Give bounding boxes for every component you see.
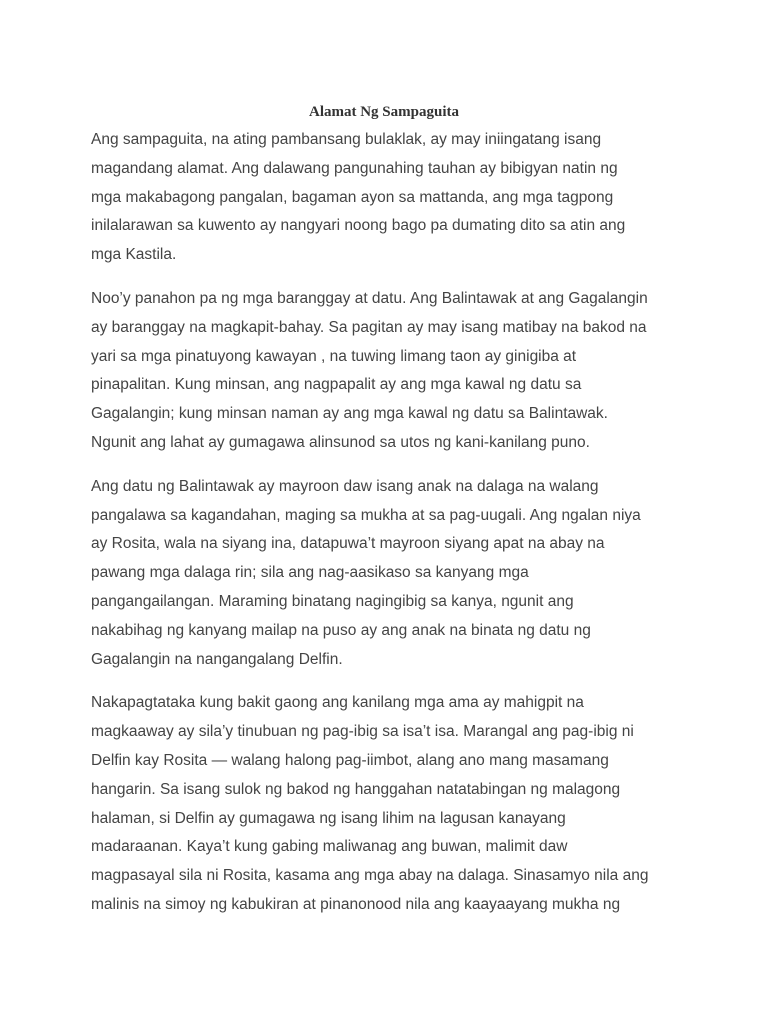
text-line: pangangailangan. Maraming binatang nagingibig sa kanya, ngunit ang <box>91 592 574 610</box>
text-line: malinis na simoy ng kabukiran at pinanonood nila ang kaayaayang mukha ng <box>91 895 621 913</box>
text-line: Gagalangin; kung minsan naman ay ang mga kawal ng datu sa Balintawak. <box>91 405 608 423</box>
text-line: pawang mga dalaga rin; sila ang nag-aasikaso sa kanyang mga <box>91 564 529 582</box>
text-line: mga Kastila. <box>91 246 177 264</box>
text-line: hangarin. Sa isang sulok ng bakod ng hanggahan natatabingan ng malagong <box>91 780 621 798</box>
text-line: magkaaway ay sila’y tinubuan ng pag-ibig sa isa’t isa. Marangal ang pag-ibig ni <box>91 723 634 741</box>
text-line: pinapalitan. Kung minsan, ang nagpapalit ay ang mga kawal ng datu sa <box>91 376 582 394</box>
paragraph-1 <box>91 126 691 270</box>
text-line: Ang datu ng Balintawak ay mayroon daw isang anak na dalaga na walang <box>91 477 599 495</box>
text-line: inilalarawan sa kuwento ay nangyari noong bago pa dumating dito sa atin ang <box>91 217 626 235</box>
text-line: magpasayal sila ni Rosita, kasama ang mga abay na dalaga. Sinasamyo nila ang <box>91 867 649 885</box>
text-line: magandang alamat. Ang dalawang pangunahing tauhan ay bibigyan natin ng <box>91 159 618 177</box>
text-line: Ang sampaguita, na ating pambansang bulaklak, ay may iniingatang isang <box>91 131 602 148</box>
text-line: pangalawa sa kagandahan, maging sa mukha at sa pag-uugali. Ang ngalan niya <box>91 506 641 524</box>
text-line: halaman, si Delfin ay gumagawa ng isang lihim na lagusan kanayang <box>91 809 566 827</box>
text-line: madaraanan. Kaya’t kung gabing maliwanag ang buwan, malimit daw <box>91 838 568 856</box>
paragraph-2 <box>91 285 691 458</box>
text-line: Delfin kay Rosita — walang halong pag-iimbot, alang ano mang masamang <box>91 751 609 769</box>
text-line: Nakapagtataka kung bakit gaong ang kanilang mga ama ay mahigpit na <box>91 694 584 712</box>
text-line: Gagalangin na nangangalang Delfin. <box>91 650 343 668</box>
text-line: Noo’y panahon pa ng mga baranggay at datu. Ang Balintawak at ang Gagalangin <box>91 289 648 307</box>
text-line: mga makabagong pangalan, bagaman ayon sa mattanda, ang mga tagpong <box>91 188 614 206</box>
document-body <box>91 126 691 935</box>
text-line: ay baranggay na magkapit-bahay. Sa pagitan ay may isang matibay na bakod na <box>91 318 647 336</box>
paragraph-4 <box>91 689 691 919</box>
text-line: nakabihag ng kanyang mailap na puso ay ang anak na binata ng datu ng <box>91 621 591 639</box>
paragraph-3 <box>91 473 691 675</box>
text-line: Ngunit ang lahat ay gumagawa alinsunod sa utos ng kani-kanilang puno. <box>91 433 590 451</box>
document-title: Alamat Ng Sampaguita <box>308 104 459 120</box>
text-line: ay Rosita, wala na siyang ina, datapuwa’t mayroon siyang apat na abay na <box>91 535 605 553</box>
text-line: yari sa mga pinatuyong kawayan , na tuwing limang taon ay ginigiba at <box>91 347 577 365</box>
